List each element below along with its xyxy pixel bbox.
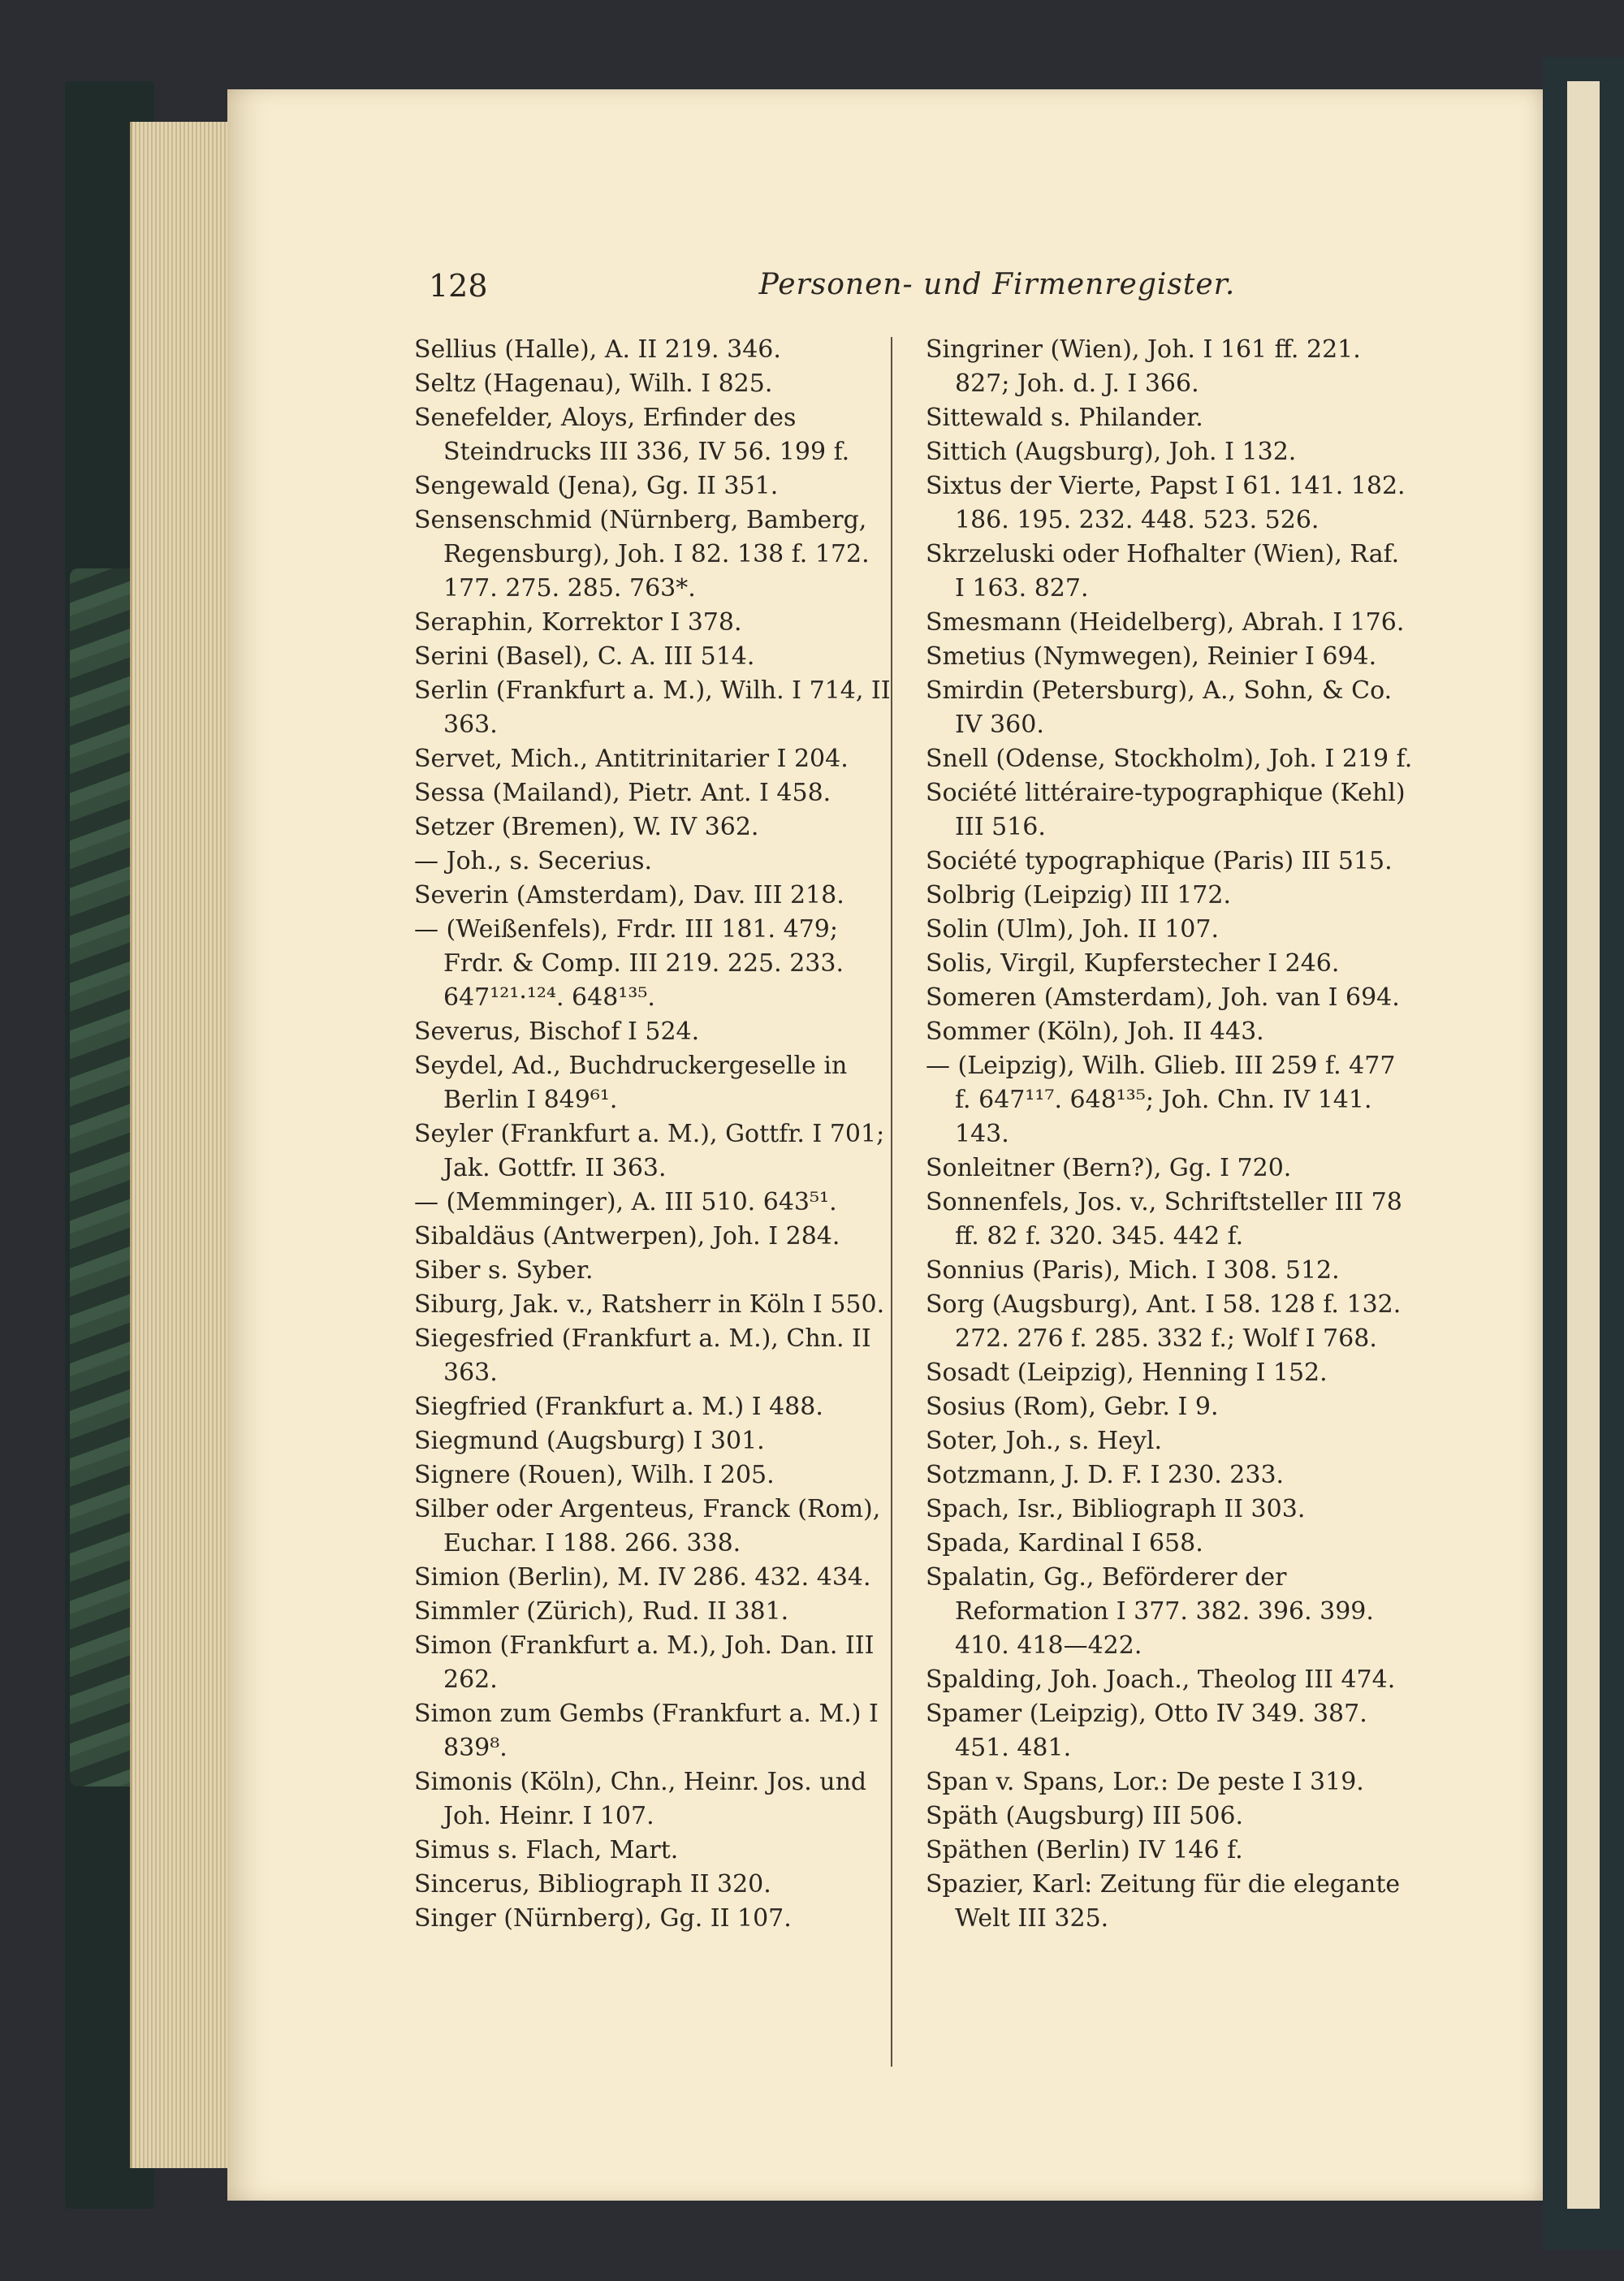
register-entry: Sittewald s. Philander.	[926, 404, 1203, 432]
book-cover-right	[1543, 57, 1624, 2249]
register-entry: Siegesfried (Frankfurt a. M.), Chn. II 363.	[414, 1324, 871, 1387]
register-entry: Silber oder Argenteus, Franck (Rom), Euchar. I 188. 266. 338.	[414, 1495, 881, 1557]
register-entry: Serini (Basel), C. A. III 514.	[414, 642, 755, 671]
register-entry: — (Weißenfels), Frdr. III 181. 479; Frdr. & Comp. III 219. 225. 233. 647¹²¹·¹²⁴. 648¹³⁵.	[414, 915, 844, 1012]
register-entry: Sommer (Köln), Joh. II 443.	[926, 1017, 1264, 1046]
register-entry: Sessa (Mailand), Pietr. Ant. I 458.	[414, 779, 831, 807]
page-edges	[130, 122, 234, 2168]
register-entry: Severin (Amsterdam), Dav. III 218.	[414, 881, 844, 909]
register-entry: Simmler (Zürich), Rud. II 381.	[414, 1597, 789, 1626]
register-entry: Singriner (Wien), Joh. I 161 ff. 221. 827; Joh. d. J. I 366.	[926, 335, 1361, 398]
register-entry: Sosius (Rom), Gebr. I 9.	[926, 1393, 1219, 1421]
register-entry: Smesmann (Heidelberg), Abrah. I 176.	[926, 608, 1405, 637]
book-page	[227, 89, 1543, 2201]
register-entry: Sonleitner (Bern?), Gg. I 720.	[926, 1154, 1292, 1182]
register-entry: Smirdin (Petersburg), A., Sohn, & Co. IV 360.	[926, 676, 1393, 739]
register-entry: Sonnius (Paris), Mich. I 308. 512.	[926, 1256, 1340, 1285]
register-entry: Seraphin, Korrektor I 378.	[414, 608, 742, 637]
register-entry: Soter, Joh., s. Heyl.	[926, 1427, 1163, 1455]
register-entry: Sittich (Augsburg), Joh. I 132.	[926, 438, 1297, 466]
register-entry: Sellius (Halle), A. II 219. 346.	[414, 335, 781, 364]
register-entry: Seltz (Hagenau), Wilh. I 825.	[414, 369, 773, 398]
register-entry: Société littéraire-typographique (Kehl) III 516.	[926, 779, 1406, 841]
page-number: 128	[429, 268, 488, 304]
register-entry: Spalding, Joh. Joach., Theolog III 474.	[926, 1665, 1396, 1694]
register-entry: Sibaldäus (Antwerpen), Joh. I 284.	[414, 1222, 840, 1251]
running-title: Personen- und Firmenregister.	[758, 268, 1236, 301]
register-entry: Siegmund (Augsburg) I 301.	[414, 1427, 765, 1455]
register-entry: — Joh., s. Secerius.	[414, 847, 653, 875]
register-entry: — (Memminger), A. III 510. 643⁵¹.	[414, 1188, 837, 1216]
register-entry: Solbrig (Leipzig) III 172.	[926, 881, 1231, 909]
page-header	[429, 268, 1566, 317]
register-entry: Singer (Nürnberg), Gg. II 107.	[414, 1904, 792, 1933]
register-entry: Sosadt (Leipzig), Henning I 152.	[926, 1359, 1328, 1387]
register-entry: Simon zum Gembs (Frankfurt a. M.) I 839⁸.	[414, 1700, 879, 1762]
register-entry: Sorg (Augsburg), Ant. I 58. 128 f. 132. 272. 276 f. 285. 332 f.; Wolf I 768.	[926, 1290, 1402, 1353]
register-entry: Seydel, Ad., Buchdruckergeselle in Berlin I 849⁶¹.	[414, 1052, 848, 1114]
register-entry: Spach, Isr., Bibliograph II 303.	[926, 1495, 1306, 1523]
register-entry: Solin (Ulm), Joh. II 107.	[926, 915, 1219, 944]
register-entry: Simonis (Köln), Chn., Heinr. Jos. und Joh. Heinr. I 107.	[414, 1768, 867, 1830]
register-entry: Solis, Virgil, Kupferstecher I 246.	[926, 949, 1340, 978]
register-entry: Someren (Amsterdam), Joh. van I 694.	[926, 983, 1400, 1012]
register-entry: Siburg, Jak. v., Ratsherr in Köln I 550.	[414, 1290, 885, 1319]
register-entry: Sotzmann, J. D. F. I 230. 233.	[926, 1461, 1285, 1489]
register-entry: Siber s. Syber.	[414, 1256, 594, 1285]
register-entry: Simon (Frankfurt a. M.), Joh. Dan. III 262.	[414, 1631, 875, 1694]
register-entry: Severus, Bischof I 524.	[414, 1017, 700, 1046]
left-column	[414, 333, 901, 1936]
register-entry: Sengewald (Jena), Gg. II 351.	[414, 472, 779, 500]
register-entry: Skrzeluski oder Hofhalter (Wien), Raf. I 163. 827.	[926, 540, 1400, 603]
register-entry: Senefelder, Aloys, Erfinder des Steindrucks III 336, IV 56. 199 f.	[414, 404, 850, 466]
register-entry: Spamer (Leipzig), Otto IV 349. 387. 451. 481.	[926, 1700, 1367, 1762]
register-entry: Sixtus der Vierte, Papst I 61. 141. 182. 186. 195. 232. 448. 523. 526.	[926, 472, 1406, 534]
column-divider	[891, 337, 892, 2067]
right-column	[926, 333, 1413, 1936]
register-entry: Spada, Kardinal I 658.	[926, 1529, 1203, 1557]
register-entry: Siegfried (Frankfurt a. M.) I 488.	[414, 1393, 823, 1421]
register-entry: Span v. Spans, Lor.: De peste I 319.	[926, 1768, 1364, 1796]
register-entry: Späthen (Berlin) IV 146 f.	[926, 1836, 1243, 1864]
register-entry: Spalatin, Gg., Beförderer der Reformation I 377. 382. 396. 399. 410. 418—422.	[926, 1563, 1374, 1660]
register-entry: Smetius (Nymwegen), Reinier I 694.	[926, 642, 1377, 671]
register-entry: Seyler (Frankfurt a. M.), Gottfr. I 701; Jak. Gottfr. II 363.	[414, 1120, 885, 1182]
register-entry: Société typographique (Paris) III 515.	[926, 847, 1393, 875]
register-entry: Sincerus, Bibliograph II 320.	[414, 1870, 771, 1899]
register-entry: Setzer (Bremen), W. IV 362.	[414, 813, 759, 841]
register-entry: Signere (Rouen), Wilh. I 205.	[414, 1461, 775, 1489]
register-entry: Servet, Mich., Antitrinitarier I 204.	[414, 745, 849, 773]
register-entry: Spazier, Karl: Zeitung für die elegante Welt III 325.	[926, 1870, 1401, 1933]
next-page-edge	[1567, 81, 1600, 2209]
register-entry: Simus s. Flach, Mart.	[414, 1836, 679, 1864]
register-entry: Snell (Odense, Stockholm), Joh. I 219 f.	[926, 745, 1413, 773]
register-entry: Sensenschmid (Nürnberg, Bamberg, Regensburg), Joh. I 82. 138 f. 172. 177. 275. 285. 763*.	[414, 506, 870, 603]
register-entry: Simion (Berlin), M. IV 286. 432. 434.	[414, 1563, 871, 1592]
register-entry: Serlin (Frankfurt a. M.), Wilh. I 714, II 363.	[414, 676, 891, 739]
register-entry: Sonnenfels, Jos. v., Schriftsteller III 78 ff. 82 f. 320. 345. 442 f.	[926, 1188, 1402, 1251]
register-entry: — (Leipzig), Wilh. Glieb. III 259 f. 477 f. 647¹¹⁷. 648¹³⁵; Joh. Chn. IV 141. 143.	[926, 1052, 1396, 1148]
register-entry: Späth (Augsburg) III 506.	[926, 1802, 1244, 1830]
